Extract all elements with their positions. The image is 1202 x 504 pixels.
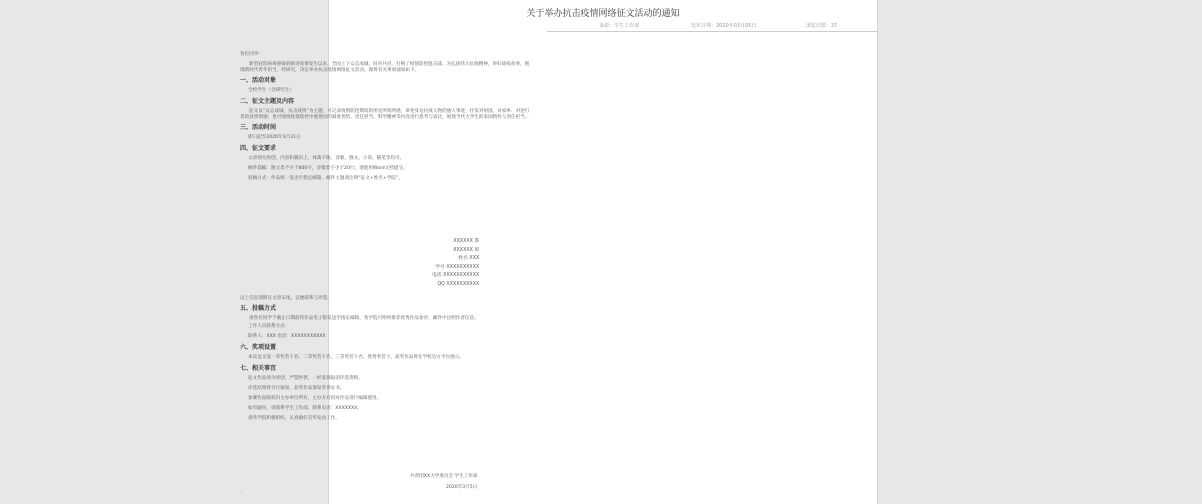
document-body — [240, 52, 530, 186]
section-item: 请各学院积极组织，认真做好宣传发动工作。 — [248, 416, 340, 421]
section-heading: 一、活动对象 — [240, 77, 277, 84]
document-title: 关于举办抗击疫情网络征文活动的通知 — [526, 9, 680, 19]
section-heading: 四、征文要求 — [240, 145, 277, 152]
section-item: 本次征文设一等奖若干名、二等奖若干名、三等奖若干名，优秀奖若干，获奖作品将在学校官方平台展示。 — [248, 355, 464, 360]
meta-views: 浏览次数：37 — [806, 23, 838, 29]
intro-paragraph: 新型冠状病毒感染的肺炎疫情发生以来，全国上下众志成城、同舟共济，打响了疫情防控阻击战。为弘扬伟大抗疫精神，讲好战疫故事，展现新时代青年担当，经研究，决定举办抗击疫情网络征文活动。现将有关事项通知如下。 — [240, 62, 530, 73]
title-divider — [547, 31, 877, 32]
section-item: 联系人：XXX 电话：XXXXXXXXXXX — [248, 334, 326, 339]
section-item: 工作人员联系方式： — [248, 324, 290, 329]
section-item: 参赛作品版权归主办单位所有，主办方有权对作品进行编辑使用。 — [248, 396, 382, 401]
section-item: 即日起至2020年3月31日 — [248, 135, 301, 140]
paragraph-mark: . — [240, 489, 242, 495]
section-item: 如有疑问，请联系学生工作部，联系电话：XXXXXXX。 — [248, 406, 362, 411]
section-heading: 六、奖项设置 — [240, 344, 277, 351]
contact-line: QQ XXXXXXXXXX — [437, 281, 480, 287]
contact-line: 学号 XXXXXXXXXX — [435, 264, 480, 270]
section-heading: 七、相关事宜 — [240, 365, 277, 372]
signature-org: 共青团XX大学委员会 学生工作部 — [410, 474, 478, 479]
section-paragraph: 请各位同学于截止日期前将作品电子版发送至指定邮箱，各学院可组织推荐优秀作品参评，邮件中注明作者信息。 — [249, 316, 479, 321]
contact-block — [432, 238, 479, 290]
contact-line: XXXXXX 班 — [453, 247, 480, 253]
section-item: 稿件篇幅：散文类不少于800字，诗歌类不少于20行；请使用Word文档提交。 — [248, 166, 408, 171]
after-contact-note: 以上信息请附在文章末尾，以便联系与评选。 — [240, 296, 332, 301]
section-item: 征文作品须为原创，严禁抄袭，一经发现取消评选资格。 — [248, 376, 363, 381]
meta-dept: 来源：学生工作部 — [599, 23, 640, 29]
section-paragraph: 征文以“众志成城，抗击疫情”为主题，可记录疫情防控期间的所见所闻所感，讲述身边抗疫人物的感人事迹，抒发对祖国、对家乡、对逆行者的真挚情感；也可围绕疫情防控中展现出的制度优势、责任担当、科学精神等内容进行思考与表达，展现当代大学生的家国情怀与责任担当。 — [240, 109, 530, 120]
meta-date: 发布日期：2020年03月05日 — [691, 23, 757, 29]
contact-line: 电话 XXXXXXXXXXX — [432, 273, 480, 279]
section-heading: 五、投稿方式 — [240, 305, 277, 312]
section-heading: 三、活动时间 — [240, 124, 277, 131]
greeting: 各位同学： — [240, 52, 263, 57]
contact-line: XXXXXX 系 — [453, 239, 480, 244]
contact-line: 姓名 XXX — [458, 256, 480, 262]
section-item: 全校学生（含研究生） — [248, 88, 294, 93]
section-heading: 二、征文主题及内容 — [240, 98, 295, 105]
section-item: 评选结果将另行通知，获奖作品颁发荣誉证书。 — [248, 386, 345, 391]
section-item: 投稿方式：作品统一发送至指定邮箱，邮件主题请注明“征文+姓名+学院”。 — [248, 176, 403, 181]
section-item: 文章须为原创，内容积极向上，体裁不限，诗歌、散文、小说、随笔等均可。 — [248, 156, 405, 161]
document-body-continued — [240, 296, 530, 426]
viewer-background-right — [874, 0, 1202, 504]
signature-date: 2020年3月5日 — [446, 485, 478, 490]
